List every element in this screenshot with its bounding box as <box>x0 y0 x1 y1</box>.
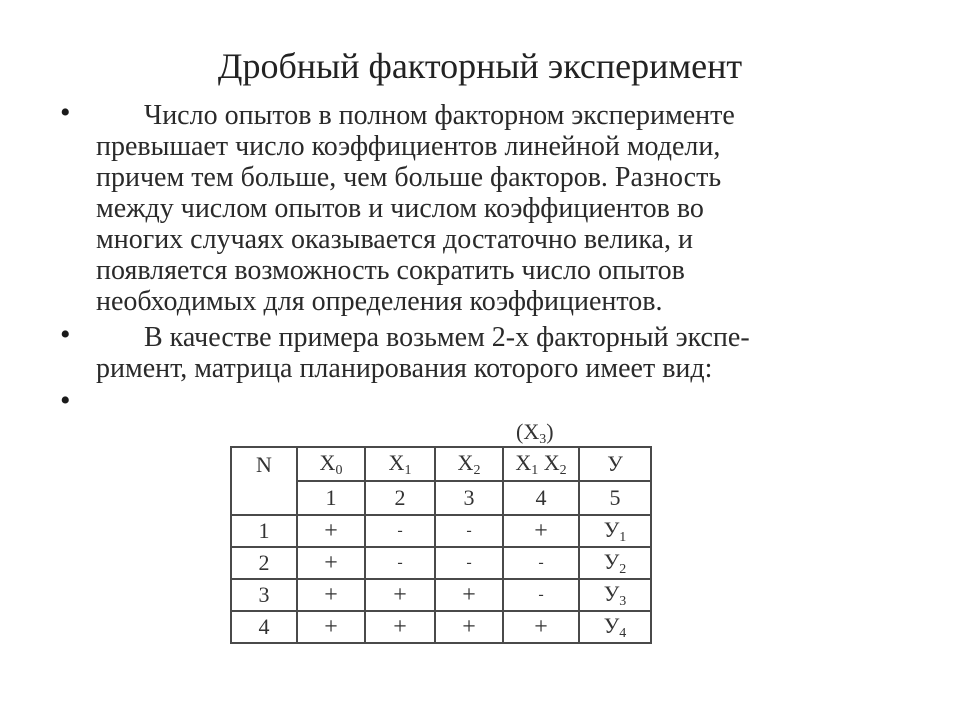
header-cell-n: N <box>231 447 297 515</box>
column-number-cell: 4 <box>503 481 579 515</box>
sign-cell: + <box>435 579 503 611</box>
sign-cell: + <box>297 547 365 579</box>
x3-column-label: $(X_3)$ <box>516 419 554 447</box>
table-row <box>231 515 651 547</box>
table-row <box>231 547 651 579</box>
row-number-cell: 4 <box>231 611 297 643</box>
response-cell: $У_1$ <box>579 515 651 547</box>
sign-cell: + <box>503 611 579 643</box>
sign-cell: - <box>503 547 579 579</box>
header-cell: $X_0$ <box>297 447 365 481</box>
response-cell: $У_3$ <box>579 579 651 611</box>
paragraph-line: появляется возможность сократить число опытов <box>96 255 685 286</box>
column-number-cell: 3 <box>435 481 503 515</box>
sign-cell: - <box>365 515 435 547</box>
sign-cell: + <box>365 579 435 611</box>
bullet-marker: • <box>60 318 71 351</box>
sign-cell: + <box>435 611 503 643</box>
header-cell: $X_1$ <box>365 447 435 481</box>
paragraph-line: превышает число коэффициентов линейной модели, <box>96 131 721 162</box>
column-number-cell: 2 <box>365 481 435 515</box>
planning-matrix-table <box>230 446 652 644</box>
paragraph-line: римент, матрица планирования которого имеет вид: <box>96 353 713 384</box>
bullet-marker: • <box>60 384 71 417</box>
paragraph-line: необходимых для определения коэффициентов. <box>96 286 663 317</box>
row-number-cell: 2 <box>231 547 297 579</box>
sign-cell: + <box>297 515 365 547</box>
table-row <box>231 579 651 611</box>
paragraph-line: Число опытов в полном факторном эксперименте <box>144 100 735 131</box>
bullet-marker: • <box>60 96 71 129</box>
header-cell: $X_1$ $X_2$ <box>503 447 579 481</box>
sign-cell: + <box>297 579 365 611</box>
paragraph-line: многих случаях оказывается достаточно велика, и <box>96 224 693 255</box>
header-cell: $X_2$ <box>435 447 503 481</box>
row-number-cell: 3 <box>231 579 297 611</box>
table-row <box>231 611 651 643</box>
sign-cell: - <box>435 515 503 547</box>
response-cell: $У_2$ <box>579 547 651 579</box>
paragraph-1 <box>96 100 856 317</box>
sign-cell: + <box>297 611 365 643</box>
paragraph-line: причем тем больше, чем больше факторов. Разность <box>96 162 722 193</box>
column-number-cell: 1 <box>297 481 365 515</box>
response-cell: $У_4$ <box>579 611 651 643</box>
sign-cell: - <box>365 547 435 579</box>
table-header-row <box>231 447 651 481</box>
row-number-cell: 1 <box>231 515 297 547</box>
sign-cell: + <box>365 611 435 643</box>
column-number-cell: 5 <box>579 481 651 515</box>
paragraph-line: между числом опытов и числом коэффициентов во <box>96 193 704 224</box>
slide-title: Дробный факторный эксперимент <box>217 46 743 86</box>
paragraph-line: В качестве примера возьмем 2-х факторный экспе- <box>144 322 750 353</box>
header-cell: У <box>579 447 651 481</box>
sign-cell: - <box>503 579 579 611</box>
sign-cell: + <box>503 515 579 547</box>
paragraph-2 <box>96 322 856 384</box>
sign-cell: - <box>435 547 503 579</box>
